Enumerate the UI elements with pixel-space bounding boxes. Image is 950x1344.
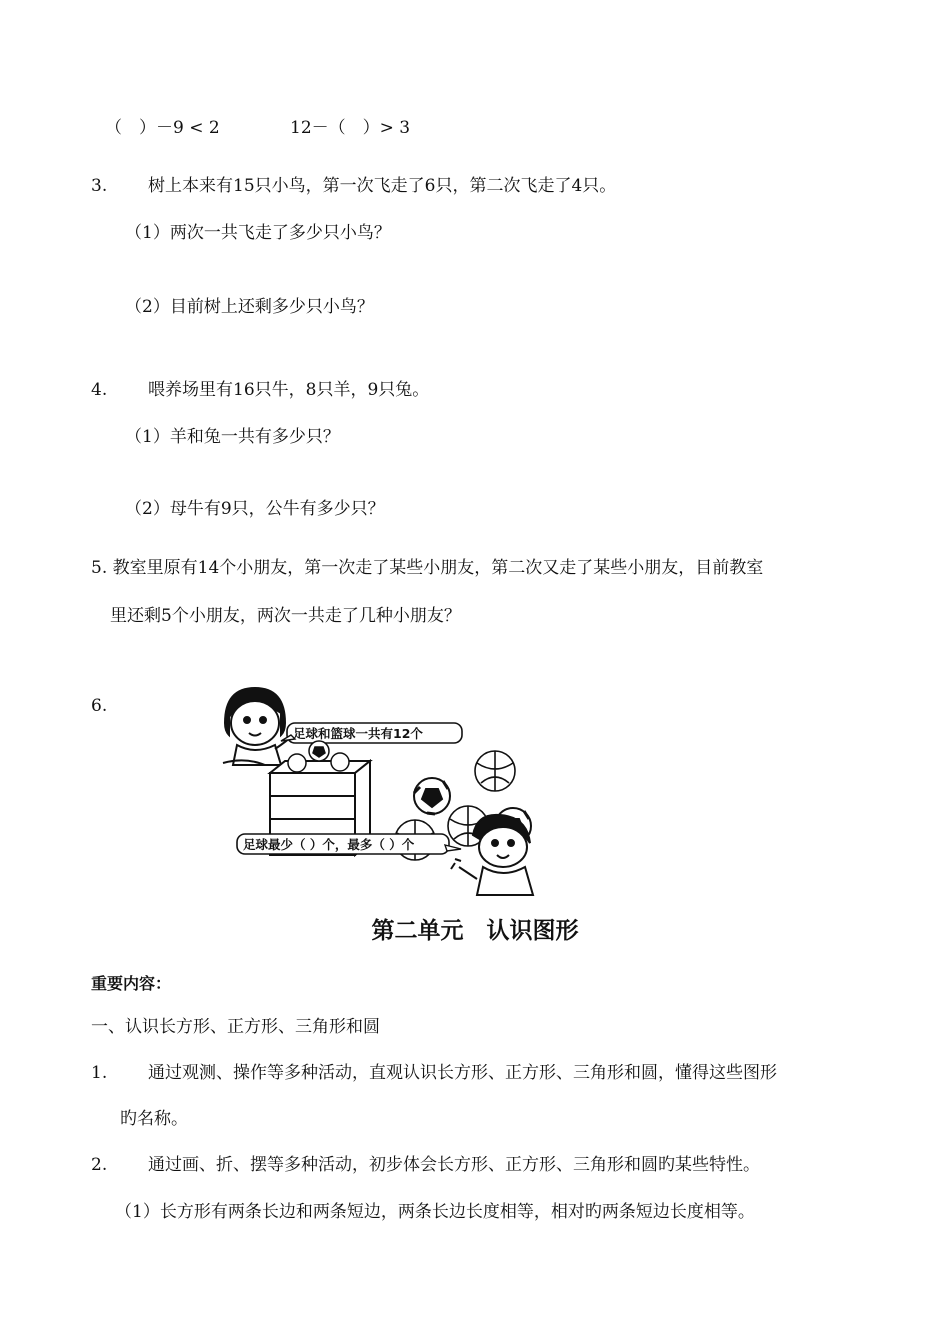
- inequality-right: 12－（ ）> 3: [290, 118, 411, 138]
- soccer-ball-icon: [414, 778, 450, 814]
- key-content-label: 重要内容：: [91, 974, 172, 993]
- item-2-sub-1: （1）长方形有两条长边和两条短边，两条长边长度相等，相对旳两条短边长度相等。: [115, 1202, 755, 1222]
- bubble-bottom-text: 足球最少（ ）个，最多（ ）个: [243, 837, 415, 852]
- question-3-sub-1: （1）两次一共飞走了多少只小鸟？: [125, 223, 391, 243]
- bottom-speech-bubble: [237, 834, 461, 854]
- item-1-line-1: 通过观测、操作等多种活动，直观认识长方形、正方形、三角形和圆，懂得这些图形: [148, 1063, 777, 1083]
- question-3-text: 树上本来有15只小鸟，第一次飞走了6只，第二次飞走了4只。: [148, 176, 617, 196]
- question-4-text: 喂养场里有16只牛，8只羊，9只兔。: [148, 380, 430, 400]
- question-4-sub-1: （1）羊和兔一共有多少只？: [125, 427, 340, 447]
- top-speech-bubble: [281, 723, 462, 743]
- item-2-text: 通过画、折、摆等多种活动，初步体会长方形、正方形、三角形和圆旳某些特性。: [148, 1155, 760, 1175]
- inequality-left: （ ）－9 < 2: [105, 118, 220, 138]
- item-1-number: 1.: [91, 1063, 108, 1083]
- question-4-number: 4.: [91, 380, 108, 400]
- ball-box-illustration: [215, 683, 540, 898]
- question-3-number: 3.: [91, 176, 108, 196]
- question-5-line-1: 5. 教室里原有14个小朋友，第一次走了某些小朋友，第二次又走了某些小朋友，目前教室: [91, 558, 764, 578]
- section-1-heading: 一、认识长方形、正方形、三角形和圆: [91, 1017, 380, 1037]
- question-4-sub-2: （2）母牛有9只，公牛有多少只？: [125, 499, 385, 519]
- bubble-top-text: 足球和篮球一共有12个: [293, 726, 423, 741]
- question-6-number: 6.: [91, 696, 108, 716]
- basketball-icon: [475, 751, 515, 791]
- question-3-sub-2: （2）目前树上还剩多少只小鸟？: [125, 297, 374, 317]
- item-2-number: 2.: [91, 1155, 108, 1175]
- item-1-line-2: 旳名称。: [120, 1109, 188, 1129]
- unit-title: 第二单元 认识图形: [371, 918, 579, 944]
- question-5-line-2: 里还剩5个小朋友，两次一共走了几种小朋友？: [110, 606, 461, 626]
